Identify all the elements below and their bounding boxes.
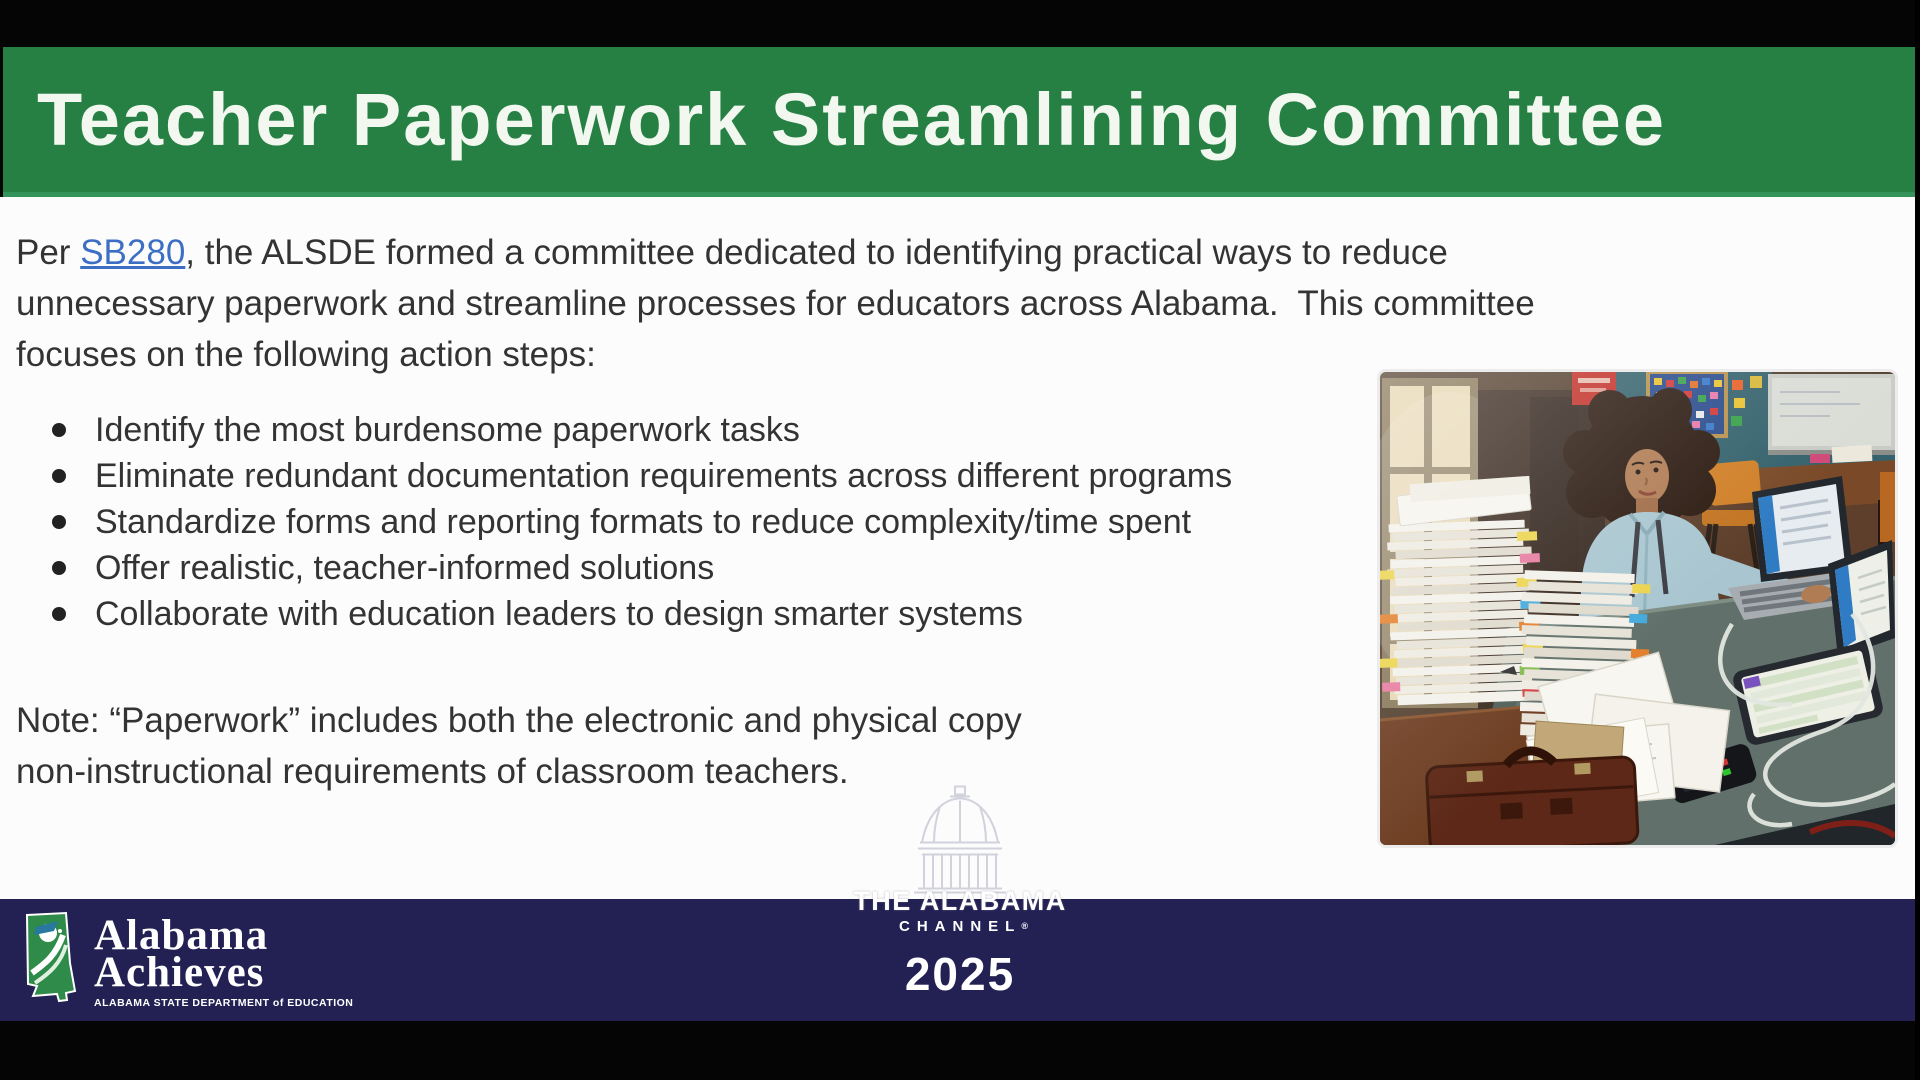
- list-item: Collaborate with education leaders to design smarter systems: [16, 591, 1232, 637]
- intro-paragraph: [16, 227, 1535, 380]
- intro-prefix: Per: [16, 233, 81, 272]
- note-line-1: Note: “Paperwork” includes both the electronic and physical copy: [16, 701, 1022, 740]
- screen-edge: [1915, 0, 1920, 1080]
- list-item: Standardize forms and reporting formats to reduce complexity/time spent: [16, 499, 1232, 545]
- watermark-year: 2025: [904, 948, 1016, 1000]
- action-steps-list: [16, 407, 1232, 637]
- list-item: Identify the most burdensome paperwork tasks: [16, 407, 1232, 453]
- logo-text-block: [94, 912, 354, 1009]
- sb280-link[interactable]: SB280: [80, 233, 186, 272]
- watermark-channel: [892, 918, 1028, 935]
- slide-title: Teacher Paperwork Streamlining Committee: [37, 78, 1666, 161]
- intro-line1-rest: , the ALSDE formed a committee dedicated to identifying practical ways to reduce: [185, 233, 1448, 272]
- alabama-achieves-logo-icon: [20, 911, 78, 1006]
- teacher-photo-illustration: [1380, 372, 1895, 845]
- list-item: Eliminate redundant documentation requirements across different programs: [16, 453, 1232, 499]
- list-item: Offer realistic, teacher-informed solutions: [16, 545, 1232, 591]
- watermark-the-alabama: THE ALABAMA: [853, 886, 1067, 916]
- slide-header-banner: [3, 47, 1915, 197]
- note-line-2: non-instructional requirements of classroom teachers.: [16, 752, 849, 791]
- teacher-photo: [1380, 372, 1895, 845]
- intro-line-2: unnecessary paperwork and streamline processes for educators across Alabama. This committee: [16, 284, 1535, 323]
- intro-line-3: focuses on the following action steps:: [16, 335, 596, 374]
- watermark-channel-text: CHANNEL: [899, 918, 1022, 935]
- intro-line-1: [16, 227, 1535, 278]
- logo-name-line1: Alabama: [94, 912, 269, 959]
- watermark-reg-mark: ®: [1021, 921, 1028, 931]
- note-paragraph: [16, 695, 1022, 797]
- logo-subtitle: ALABAMA STATE DEPARTMENT of EDUCATION: [94, 997, 354, 1009]
- logo-name-line2: Achieves: [94, 949, 265, 996]
- alabama-achieves-logo: [20, 911, 353, 1009]
- capitol-dome-watermark-icon: [908, 784, 1012, 898]
